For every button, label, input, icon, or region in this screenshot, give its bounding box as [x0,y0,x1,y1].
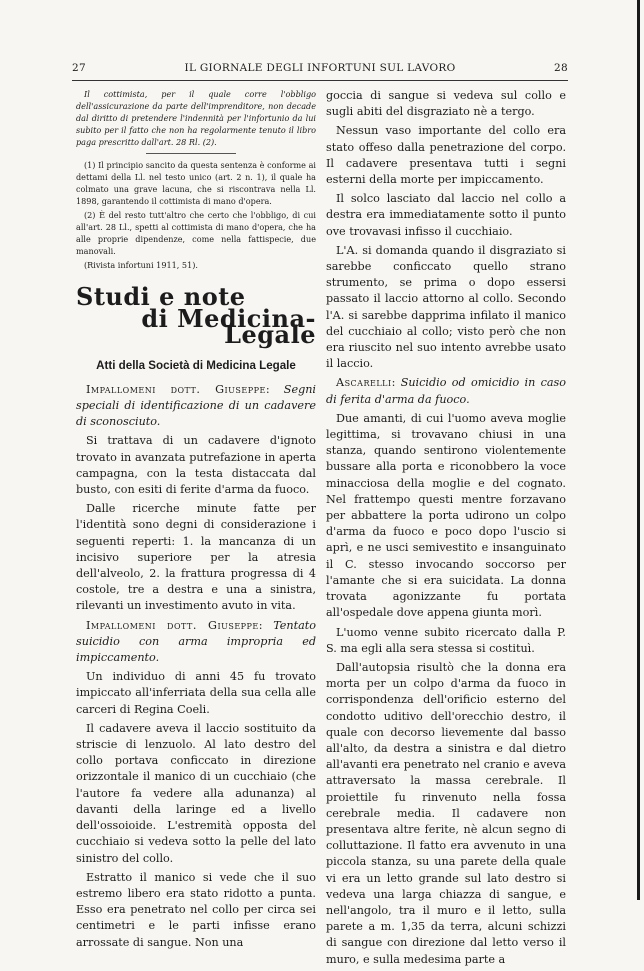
case-3-heading: Ascarelli: Suicidio od omicidio in caso di ferita d'arma da fuoco. [326,376,566,406]
footnote-1: (1) Il principio sancito da questa sentenza è conforme ai dettami della Ll. nel testo unico (art. 2 n. 1), il quale ha colmato una grave lacuna, che si riscontrava nella Ll. 1898, garantendo il cottimista di mano d'opera. [76,160,316,206]
paragraph: L'uomo venne subito ricercato dalla P. S. ma egli alla sera stessa si costituì. [326,625,566,655]
paragraph: Dall'autopsia risultò che la donna era morta per un colpo d'arma da fuoco in corrispondenza dell'orificio esterno del condotto uditivo dell'orecchio destro, il quale con decorso lievemente dal basso all'alto, da destra a sinistra e dal dietro all'avanti era penetrato nel cranio e aveva attraversato la massa cerebrale. Il proiettile fu rinvenuto nella fossa cerebrale media. Il cadavere non presentava altre ferite, nè alcun segno di colluttazione. Il fatto era avvenuto in una piccola stanza, su una parete della quale vi era un letto grande sul lato destro si vedeva una larga chiazza di sangue, e nell'angolo, tra il muro e il letto, sulla parete a m. 1,35 da terra, alcuni schizzi di sangue con direzione dal letto verso il muro, e sulla medesima parte a [326,660,566,966]
page-number-left: 27 [72,62,86,74]
footnote-separator [146,153,236,154]
case-1-heading: Impallomeni dott. Giuseppe: Segni speciali di identificazione di un cadavere di sconosciuto. [76,382,317,429]
paragraph: Dalle ricerche minute fatte per l'identità sono degni di considerazione i seguenti reperti: 1. la mancanza di un incisivo superiore per la atresia dell'alveolo, 2. la frattura progressa di 4 costole, tre a destra e una a sinistra, rilevanti un investimento avuto in vita. [76,502,316,613]
footnote-block [76,88,316,271]
section-title-line1: Studi e note [76,282,246,311]
paragraph: Estratto il manico si vede che il suo estremo libero era stato ridotto a punta. Esso era penetrato nel collo per circa sei centimetri e le parti infisse erano arrossate di sangue. Non una [76,870,316,949]
intro-paragraph: Il cottimista, per il quale corre l'obbligo dell'assicurazione da parte dell'imprenditore, non decade dal diritto di pretendere l'indennità per l'infortunio da lui subito per il fatto che non ha regolarmente tenuto il libro paga prescritto dall'art. 28 Rl. (2). [76,89,316,147]
page-number-right: 28 [554,62,568,74]
paragraph: Si trattava di un cadavere d'ignoto trovato in avanzata putrefazione in aperta campagna, con la testa distaccata dal busto, con esiti di ferite d'arma da fuoco. [76,434,316,497]
case-1-author: Impallomeni dott. Giuseppe [86,382,266,396]
paragraph: Il solco lasciato dal laccio nel collo a destra era immediatamente sotto il punto ove trovavasi infisso il cucchiaio. [326,192,566,238]
scan-edge [637,0,640,900]
paragraph: Un individuo di anni 45 fu trovato impiccato all'inferriata della sua cella alle carceri di Regina Coeli. [76,670,316,716]
header-rule [72,80,568,81]
paragraph: Il cadavere aveva il laccio sostituito da striscie di lenzuolo. Al lato destro del collo portava conficcato in direzione orizzontale il manico di un cucchiaio (che l'autore fa vedere alla adunanza) al davanti della laringe ed a livello dell'ossoioide. L'estremità opposta del cucchiaio si vedeva sotto la pelle del lato sinistro del collo. [76,721,316,865]
case-2-title: Tentato suicidio con arma impropria ed impiccamento. [76,618,317,665]
journal-title: IL GIORNALE DEGLI INFORTUNI SUL LAVORO [184,62,456,74]
section-subheading: Atti della Società di Medicina Legale [96,358,296,372]
case-2-author: Impallomeni dott. Giuseppe [86,618,259,632]
section-title-line2: di Medicina-Legale [141,304,316,350]
footnote-source: (Rivista infortuni 1911, 51). [84,260,198,270]
case-3-author: Ascarelli [336,376,392,390]
right-column [326,88,566,971]
case-3-title: Suicidio od omicidio in caso di ferita d'arma da fuoco. [326,376,566,406]
paragraph: L'A. si domanda quando il disgraziato si sarebbe conficcato quello strano strumento, se prima o dopo essersi passato il laccio attorno al collo. Secondo l'A. si sarebbe dapprima infilato il manico del cucchiaio al collo; visto però che non era riuscito nel suo intento avrebbe usato il laccio. [326,243,566,371]
running-header [72,62,568,80]
case-1-title: Segni speciali di identificazione di un cadavere di sconosciuto. [76,382,317,429]
paragraph: Nessun vaso importante del collo era stato offeso dalla penetrazione del corpo. Il cadavere presentava tutti i segni esterni della morte per impiccamento. [326,124,566,187]
paragraph: Due amanti, di cui l'uomo aveva moglie legittima, si trovavano chiusi in una stanza, quando sentirono violentemente bussare alla porta e riconobbero la voce minacciosa della moglie e del cognato. Nel frattempo questi mentre forzavano per abbattere la porta udirono un colpo d'arma da fuoco e poco dopo l'uscio si aprì, e ne usci semivestito e insanguinato il C. stesso invocando soccorso per l'amante che si era suicidata. La donna trovata agonizzante fu portata all'ospedale dove appena giunta morì. [326,411,566,620]
paragraph: goccia di sangue si vedeva sul collo e sugli abiti del disgraziato nè a tergo. [326,89,566,119]
case-2-heading: Impallomeni dott. Giuseppe: Tentato suicidio con arma impropria ed impiccamento. [76,618,317,665]
left-column [76,88,316,954]
footnote-2: (2) È del resto tutt'altro che certo che l'obbligo, di cui all'art. 28 Ll., spetti al cottimista di mano d'opera, che ha alle proprie dipendenze, come nella fattispecie, due manovali. [76,210,316,256]
